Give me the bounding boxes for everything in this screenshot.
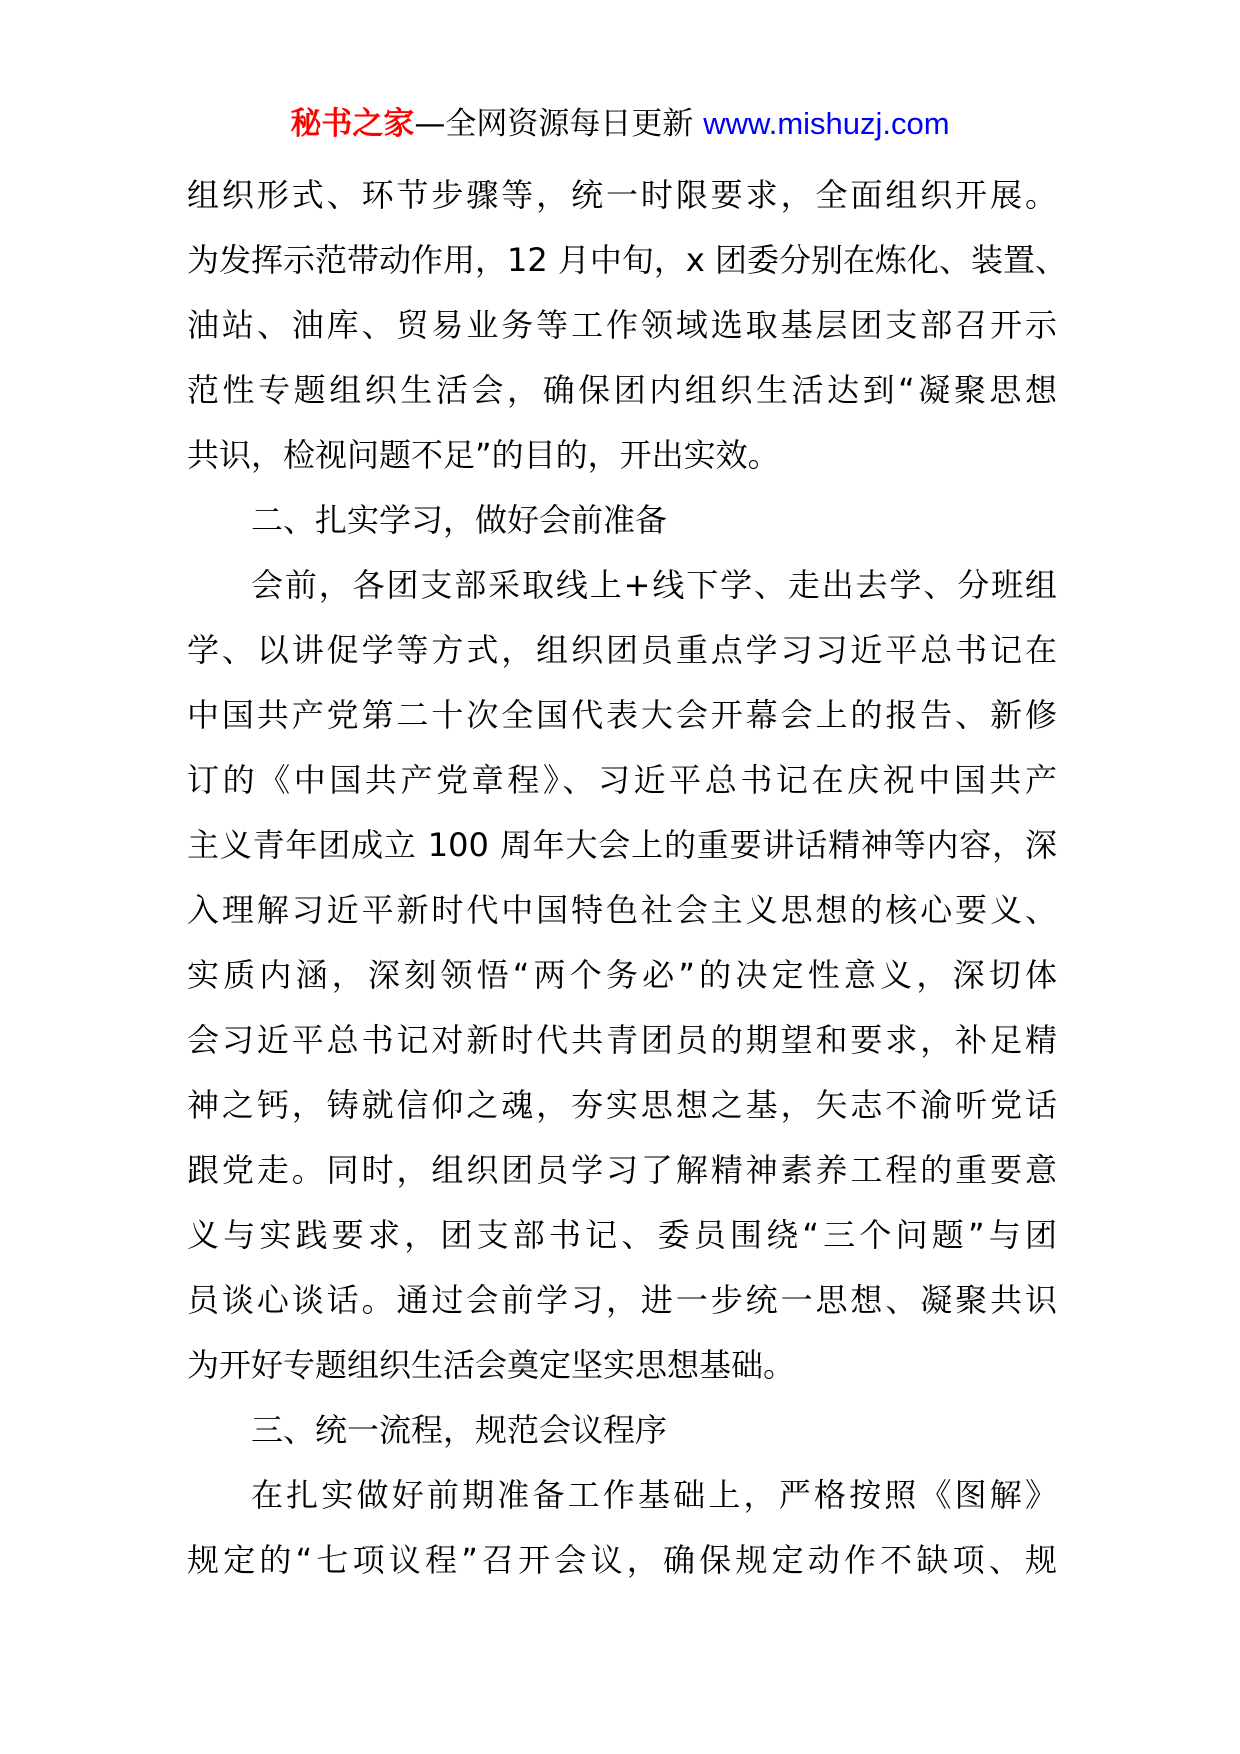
text-line: 神之钙，铸就信仰之魂，夯实思想之基，矢志不渝听党话 [187, 1086, 1057, 1124]
paragraph [187, 163, 1068, 488]
text-line: 学、以讲促学等方式，组织团员重点学习习近平总书记在 [187, 631, 1057, 669]
paragraph [187, 553, 1057, 1398]
text-line: 员谈心谈话。通过会前学习，进一步统一思想、凝聚共识 [187, 1281, 1057, 1319]
text-line: 为开好专题组织生活会奠定坚实思想基础。 [187, 1346, 796, 1384]
section-heading [187, 1398, 1057, 1463]
text-line: 为发挥示范带动作用，12 月中旬，x 团委分别在炼化、装置、 [187, 241, 1068, 279]
text-line: 订的《中国共产党章程》、习近平总书记在庆祝中国共产 [187, 761, 1057, 799]
text-line: 规定的“七项议程”召开会议，确保规定动作不缺项、规 [187, 1541, 1057, 1579]
section-heading [187, 488, 1057, 553]
text-line: 主义青年团成立 100 周年大会上的重要讲话精神等内容，深 [187, 826, 1057, 864]
heading-text: 二、扎实学习，做好会前准备 [251, 501, 668, 539]
text-line: 实质内涵，深刻领悟“两个务必”的决定性意义，深切体 [187, 956, 1057, 994]
text-line: 共识，检视问题不足”的目的，开出实效。 [187, 436, 780, 474]
text-line: 中国共产党第二十次全国代表大会开幕会上的报告、新修 [187, 696, 1057, 734]
site-url-link[interactable]: www.mishuzj.com [703, 106, 950, 141]
text-line: 会习近平总书记对新时代共青团员的期望和要求，补足精 [187, 1021, 1057, 1059]
text-line: 跟党走。同时，组织团员学习了解精神素养工程的重要意 [187, 1151, 1057, 1189]
text-line: 义与实践要求，团支部书记、委员围绕“三个问题”与团 [187, 1216, 1057, 1254]
text-line: 组织形式、环节步骤等，统一时限要求，全面组织开展。 [187, 176, 1057, 214]
document-body [187, 163, 1068, 1593]
text-line: 油站、油库、贸易业务等工作领域选取基层团支部召开示 [187, 306, 1057, 344]
text-line: 范性专题组织生活会，确保团内组织生活达到“凝聚思想 [187, 371, 1057, 409]
text-line: 入理解习近平新时代中国特色社会主义思想的核心要义、 [187, 891, 1057, 929]
header-tagline: —全网资源每日更新 [414, 106, 704, 142]
site-header [0, 100, 1240, 148]
text-line: 会前，各团支部采取线上+线下学、走出去学、分班组 [251, 566, 1057, 604]
brand-name: 秘书之家 [290, 106, 415, 142]
text-line: 在扎实做好前期准备工作基础上，严格按照《图解》 [251, 1476, 1057, 1514]
paragraph [187, 1463, 1057, 1593]
heading-text: 三、统一流程，规范会议程序 [251, 1411, 668, 1449]
